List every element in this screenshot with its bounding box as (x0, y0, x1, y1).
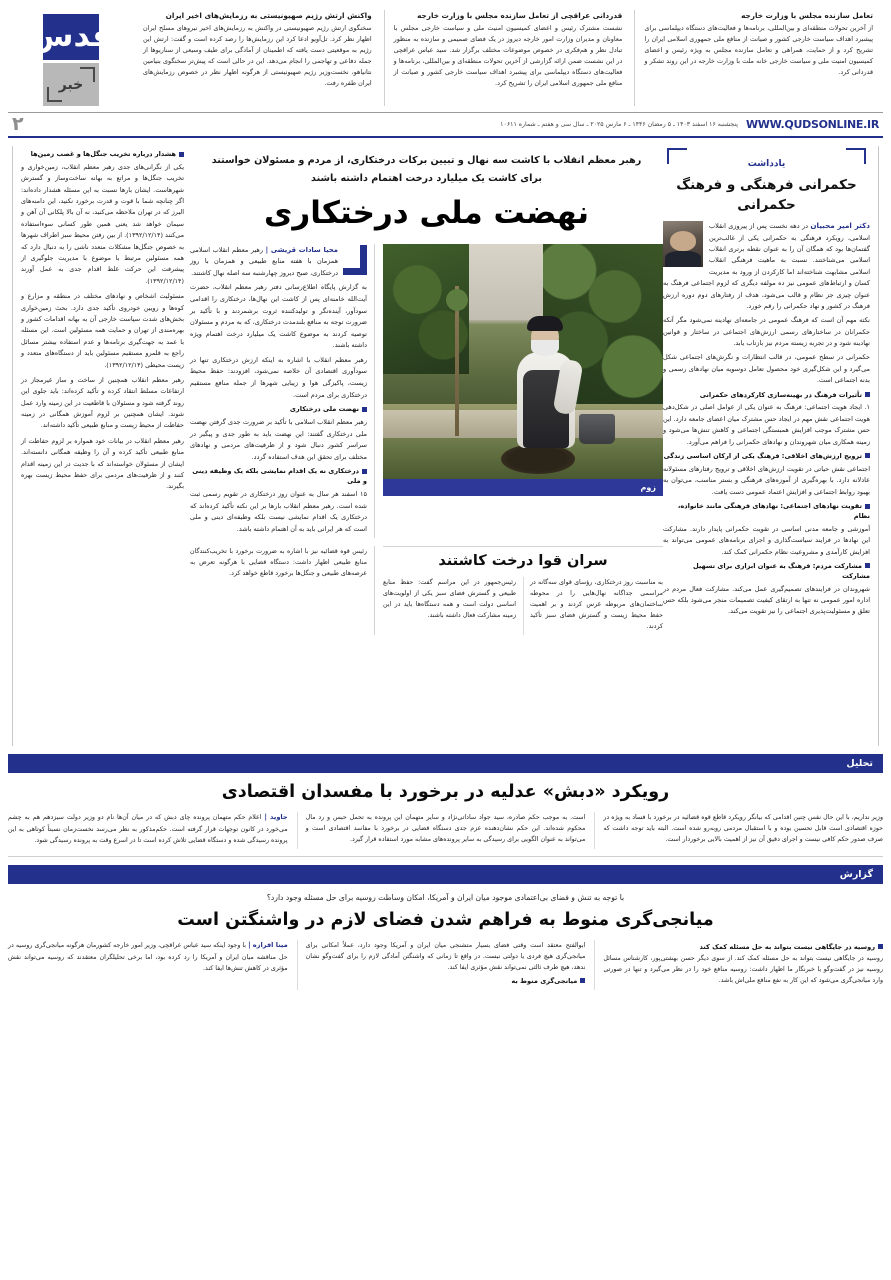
lead-kicker: رهبر معظم انقلاب با کاشت سه نهال و تبیین برکات درختکاری، از مردم و مسئولان خواستند برای کاشت یک میلیارد درخت اهتمام داشته باشند (211, 155, 642, 184)
second-story-paragraph: رئیس‌جمهور در این مراسم گفت: حفظ منابع طبیعی و گسترش فضای سبز یکی از اولویت‌های اساسی دولت است و همه دستگاه‌ها باید در این زمینه مشارکت فعال داشته باشند. (383, 578, 516, 619)
banner-columns (134, 10, 883, 106)
lead-subhead-text: نهضت ملی درختکاری (289, 405, 359, 414)
banner-item-title: واکنش ارتش رژیم صهیونیستی به رزمایش‌های اخیر ایران (165, 11, 372, 20)
analysis-paragraph: اعلام حکم متهمان پرونده چای دبش که در میان آن‌ها نام دو وزیر دولت سیزدهم هم به چشم می‌خورد در کانون توجهات قرار گرفته است. حکم‌مذکور به نظر می‌رسد نخست‌زمان نسبتاً کوتاهی به این پرونده رسیدگی شده و دستگاه قضایی تلاش کرده است تا در اسرع وقت به پرونده رسیدگی شود. (7, 813, 288, 844)
note-paragraph: در دهه نخست پس از پیروزی انقلاب اسلامی، رویکرد فرهنگی به حکمرانی یکی از غالب‌ترین گفتمان‌ها بود که همگان آن را به عنوان نقطه برتری انقلاب اسلامی می‌شناختند. نسبت به ماهیت فرهنگی انقلاب اسلامی مشابهت شناخته‌اند اما کارکردن از ورود به مدیریت کسان و ارتباط‌های عمومی نیز ده مولفه دیگری که لزوم اجتماعی فرهنگ به عنوان چیزی جز نظام و قالب می‌شود، هدف از رفتارهای دوم دوره ارزش فرهنگ در کشور و نهاد حکمرانی را رقم خورد. (663, 222, 870, 310)
lead-body (190, 244, 367, 535)
section-divider (8, 856, 883, 857)
report-column (297, 940, 586, 990)
issue-date-line: پنجشنبه ۱۶ اسفند ۱۴۰۳ ـ ۵ رمضان ۱۴۴۶ ـ ۶ مارس ۲۰۲۵ ـ سال سی و هفتم ـ شماره ۱۰۶۱۱ (500, 121, 738, 128)
photo-planting-hole (501, 444, 575, 474)
second-story-side-column (190, 546, 375, 635)
photo-sapling (455, 286, 459, 436)
analysis-paragraph: است. به موجب حکم صادره، سید جواد ساداتی‌نژاد و سایر متهمان این پرونده به تحمل حبس و رد مال محکوم شده‌اند. این حکم نشان‌دهنده عزم جدی دستگاه قضایی در برخورد با مفاسد اقتصادی است و می‌تواند به عنوان الگویی برای رسیدگی به سایر پرونده‌های مشابه مورد استفاده قرار گیرد. (305, 813, 586, 844)
top-banner (0, 0, 891, 112)
report-byline: مینا افرازه | (248, 940, 288, 949)
analysis-columns (8, 812, 883, 849)
far-left-column (12, 146, 184, 746)
analysis-section-bar (8, 754, 883, 773)
analysis-title[interactable]: رویکرد «دبش» عدلیه در برخورد با مفسدان اقتصادی (221, 782, 670, 802)
drop-cap-icon (343, 245, 367, 275)
author-photo (663, 221, 703, 267)
note-subhead (663, 502, 870, 522)
banner-item[interactable] (384, 10, 625, 106)
report-paragraph: با وجود اینکه سید عباس عراقچی، وزیر امور خارجه کشورمان هرگونه میانجی‌گری روسیه در حل مناقشه میان ایران و آمریکا را رد کرده بود، اما برخی تحلیلگران معتقدند که روسیه می‌تواند نقش مؤثری در کاهش تنش‌ها ایفا کند. (7, 941, 288, 972)
note-section-header (663, 146, 870, 172)
lead-subhead-text: درختکاری نه یک اقدام نمایشی بلکه یک وظیفه دینی و ملی (192, 467, 367, 486)
lead-paragraph: رهبر معظم انقلاب اسلامی همزمان با هفته منابع طبیعی و همزمان با روز درختکاری، صبح دیروز چهارشنبه سه اصله نهال کاشتند. (190, 245, 338, 277)
report-paragraph: ابوالفتح معتقد است وقتی فضای بسیار متشنجی میان ایران و آمریکا وجود دارد، عملاً امکانی برای میانجی‌گری هیچ فردی یا دولتی نیست. در واقع تا زمانی که واشنگتن آمادگی لازم را برای گفت‌وگو نشان ندهد، هیچ طرف ثالثی نمی‌تواند نقش مؤثری ایفا کند. (305, 941, 586, 972)
note-subhead (663, 391, 870, 401)
banner-item[interactable] (634, 10, 875, 106)
lead-story (184, 146, 663, 746)
banner-item-body: نشست مشترک رئیس و اعضای کمیسیون امنیت ملی و سیاست خارجی مجلس با معاونان و مدیران وزارت امور خارجه دیروز در یک فضای صمیمی و سازنده به منظور تبادل نظر و هم‌فکری در خصوص موضوعات مختلف برگزار شد. سید عباس عراقچی در این نشست ضمن ارائه گزارشی از آخرین تحولات منطقه‌ای و بین‌المللی، برنامه‌ها و فعالیت‌های دستگاه دیپلماسی برای پیشبرد اهداف سیاست خارجی کشور و صیانت از منافع ملی جمهوری اسلامی ایران را تشریح کرد. (393, 24, 623, 88)
report-section-label: گزارش (839, 868, 873, 880)
lead-photo-column (383, 244, 663, 538)
report-title[interactable]: میانجی‌گری منوط به فراهم شدن فضای لازم در واشنگتن است (177, 910, 714, 931)
logo-wordmark: قدس (29, 19, 113, 55)
note-subhead-text: تأثیرات فرهنگ در بهینه‌سازی کارکردهای حکمرانی (699, 390, 862, 399)
report-kicker: با توجه به تنش و فضای بی‌اعتمادی موجود میان ایران و آمریکا، امکان وساطت روسیه برای حل مسئله وجود دارد؟ (266, 892, 625, 902)
photo-bucket (579, 414, 615, 444)
note-subhead (663, 452, 870, 462)
page-number: ۲ (12, 113, 24, 135)
masthead[interactable] (8, 10, 134, 106)
photo-caption-bar (383, 479, 663, 496)
banner-item-body: سخنگوی ارتش رژیم صهیونیستی در واکنش به رزمایش‌های اخیر نیروهای مسلح ایران اظهار نظر کرد. تل‌آویو ادعا کرد این رزمایش‌ها را رصد کرده است و گفت: ارتش این رژیم به موقعیتی دست یافته که اطمینان از آمادگی برای طیف وسیعی از سناریوها از جمله دفاعی و تهاجمی را انجام می‌دهد. این در حالی است که پیش‌تر سخنگوی بنیامین نتانیاهو، نخست‌وزیر رژیم صهیونیستی از هرگونه اظهار نظر در خصوص رزمایش‌های ایران طفره رفت. (142, 24, 372, 88)
banner-item-body: از آخرین تحولات منطقه‌ای و بین‌المللی، برنامه‌ها و فعالیت‌های دستگاه دیپلماسی برای پیشبرد اهداف سیاست خارجی کشور و صیانت از منافع ملی جمهوری اسلامی ایران را تشریح کرد و از حمایت، همراهی و تعامل سازنده مجلس به ویژه رئیس و اعضای کمیسیون امنیت ملی و سیاست خارجی خانه ملت با وزارت خارجه در این روند تشکر و قدردانی کرد. (644, 24, 873, 77)
report-paragraph: روسیه در جایگاهی نیست بتواند به حل مسئله کمک کند. از سوی دیگر حسن بهشتی‌پور، کارشناس مسائل روسیه نیز در گفت‌وگو با خبرنگار ما اظهار داشت: روسیه منافع خود را در نظر می‌گیرد و تنها در صورتی وارد میانجی‌گری می‌شود که این کار به نفع منافع ملی‌اش باشد. (603, 954, 883, 985)
analysis-section-body (0, 773, 891, 849)
report-pullhead-text: میانجی‌گری منوط به (511, 976, 578, 985)
lead-photo[interactable] (383, 244, 663, 496)
lead-paragraph: به گزارش پایگاه اطلاع‌رسانی دفتر رهبر معظم انقلاب، حضرت آیت‌الله خامنه‌ای پس از کاشت این نهال‌ها، درختکاری را اقدامی سودآور، آینده‌نگر و تولیدکننده ثروت برشمردند و با تأکید بر ضرورت توجه به منافع بلندمدت درختکاری، که به مردم و مسئولان توصیه کردند به موضوع کاشت یک میلیارد درخت اهتمام ویژه داشته باشند. (190, 283, 367, 350)
banner-item-title: قدردانی عراقچی از تعامل سازنده مجلس با وزارت خارجه (417, 11, 623, 20)
note-subhead-body: اجتماعی نقش حیاتی در تقویت ارزش‌های اخلاقی و ترویج رفتارهای مسئولانه عادلانه دارد. با بهره‌گیری از آموزه‌های فرهنگی و بستر مناسب، می‌توان به بهبود روابط اجتماعی و افزایش اعتماد عمومی دست یافت. (663, 464, 870, 496)
far-left-subhead (21, 150, 184, 160)
report-section-bar (8, 865, 883, 884)
lead-paragraph: رهبر معظم انقلاب با اشاره به اینکه ارزش درختکاری تنها در سودآوری اقتصادی آن خلاصه نمی‌شود، افزودند: حفظ محیط زیست، پاکیزگی هوا و زیبایی شهرها از جمله منافع مستقیم درختکاری برای مردم است. (190, 355, 367, 399)
analysis-column (297, 812, 586, 849)
analysis-paragraph: وزیر نداریم، با این حال نفس چنین اقدامی که بیانگر رویکرد قاطع قوه قضائیه در برخورد با فساد به ویژه در حوزه اقتصادی است قابل تحسین بوده و با استقبال مردمی روبه‌رو شده است. البته باید توجه داشت که صرف صدور حکم کافی نیست و اجرای دقیق آن نیز از اهمیت بالایی برخوردار است. (603, 813, 883, 844)
note-sidebar (663, 146, 879, 746)
note-subhead-body: آموزشی و جامعه مدنی اساسی در تقویت حکمرانی پایدار دارند. مشارکت این نهادها در فرایند سیاست‌گذاری و اجرای برنامه‌های عمومی می‌تواند به افزایش کارآمدی و مشروعیت نظام حکمرانی کمک کند. (663, 524, 870, 556)
khabar-label: خبر (58, 76, 84, 93)
second-story-title[interactable]: سران قوا درخت کاشتند (383, 546, 663, 576)
report-pullhead-text: روسیه در جایگاهی نیست بتواند به حل مسئله کمک کند (699, 942, 875, 951)
square-bullet-icon (878, 944, 883, 949)
note-subhead (663, 562, 870, 582)
site-url[interactable]: WWW.QUDSONLINE.IR (745, 118, 879, 131)
second-story-columns (383, 577, 663, 635)
analysis-byline: جاوید | (264, 812, 288, 821)
square-bullet-icon (362, 407, 367, 412)
banner-item[interactable] (134, 10, 374, 106)
note-section-label: یادداشت (747, 159, 786, 169)
photo-caption-tag: زوم (640, 482, 656, 492)
square-bullet-icon (580, 978, 585, 983)
photo-person-planting (511, 316, 581, 448)
khabar-section-badge (43, 63, 99, 106)
lead-subhead-body: ۱۵ اسفند هر سال به عنوان روز درختکاری در تقویم رسمی ثبت شده است. رهبر معظم انقلاب بارها بر این نکته تأکید کرده‌اند که درختکاری یک اقدام نمایشی نیست بلکه وظیفه‌ای دینی و ملی است که هر ایرانی باید به آن اهتمام داشته باشد. (190, 490, 367, 533)
far-left-subhead-text: هشدار درباره تخریب جنگل‌ها و غصب زمین‌ها (30, 150, 176, 158)
lead-split (190, 244, 663, 538)
figure-turban (527, 316, 563, 331)
square-bullet-icon (865, 453, 870, 458)
url-strip (8, 112, 883, 138)
note-title[interactable]: حکمرانی فرهنگی و فرهنگ حکمرانی (676, 177, 857, 213)
note-subhead-text: تقویت نهادهای اجتماعی: نهادهای فرهنگی مانند خانواده، نظام (677, 502, 870, 520)
square-bullet-icon (865, 504, 870, 509)
lead-subhead (190, 405, 367, 415)
square-bullet-icon (362, 469, 367, 474)
report-columns (8, 940, 883, 990)
far-left-paragraph: مسئولیت اشخاص و نهادهای مختلف در منطقه و مزارع و کوه‌ها و رویین خودروی تأکید جدی دارد. بحث زمین‌خواری بخش‌های شدت سیاست خارجی آن به بهانه اقدامات کشور و بهره‌مندی از تهران و حمایت همه مسئولین است. این مسئله با عمد به جهت‌گیری برنامه‌ها و عدم استفاده بیشتر مسائل راجع به قلمرو مستقیم مسئولین باید از دستگاه‌های متعدد و زیست محیطی (۱۳۹۲/۱۲/۱۴). (21, 292, 184, 369)
analysis-column (594, 812, 883, 849)
second-story-main (383, 546, 663, 635)
lead-headline[interactable]: نهضت ملی درختکاری (264, 195, 589, 232)
square-bullet-icon (179, 152, 184, 157)
figure-beard (531, 340, 559, 356)
lead-reporter-name: محیا سادات قریشی | (265, 245, 338, 254)
main-content-grid (0, 138, 891, 746)
square-bullet-icon (865, 392, 870, 397)
lead-text-column (190, 244, 375, 538)
note-subhead-body: شهروندان در فرایندهای تصمیم‌گیری عمل می‌کند. مشارکت فعال مردم در اداره امور عمومی نه تنها به ارتقای کیفیت تصمیمات منجر می‌شود بلکه حس تعلق و مسئولیت‌پذیری اجتماعی را نیز تقویت می‌کند. (663, 584, 870, 616)
second-story-column (523, 577, 663, 635)
analysis-section-label: تحلیل (846, 758, 873, 769)
square-bullet-icon (865, 563, 870, 568)
far-left-paragraph: رهبر معظم انقلاب در بیانات خود همواره بر لزوم حفاظت از منابع طبیعی تأکید کرده و آن را وظیفه همگانی دانسته‌اند. ایشان از مسئولان خواسته‌اند که با جدیت در این زمینه اقدام کنند و از ظرفیت‌های مردمی برای حفظ محیط زیست بهره بگیرند. (21, 436, 184, 491)
report-section-body (0, 884, 891, 990)
qods-logo[interactable] (29, 14, 113, 60)
report-pullhead (306, 977, 586, 985)
note-subhead-body: ۱. ایجاد هویت اجتماعی: فرهنگ به عنوان یکی از عوامل اصلی در شکل‌دهی هویت اجتماعی نقش مهم در ایجاد حس مشترک میان اعضای جامعه دارد. این حس مشترک موجب افزایش همبستگی اجتماعی و کاهش تنش‌ها می‌شود و زمینه همکاری میان شهروندان و نهادهای حکمرانی را فراهم می‌آورد. (663, 403, 870, 446)
far-left-paragraph: رهبر معظم انقلاب همچنین از ساخت و ساز غیرمجاز در ارتفاعات مسلط انتقاد کرده و تأکید کرده‌اند: باید جلوی این روند گرفته شود و مسئولان با قاطعیت در این زمینه وارد عمل شوند. ایشان همچنین بر لزوم آموزش همگانی در زمینه حفاظت از محیط زیست و منابع طبیعی تأکید داشته‌اند. (21, 375, 184, 430)
second-story-paragraph: رئیس قوه قضائیه نیز با اشاره به ضرورت برخورد با تخریب‌کنندگان منابع طبیعی اظهار داشت: دستگاه قضایی با هرگونه تعرض به عرصه‌های طبیعی و جنگل‌ها برخورد قاطع خواهد کرد. (190, 548, 367, 578)
analysis-column (8, 812, 288, 849)
second-story-column (383, 577, 516, 635)
report-column (594, 940, 883, 990)
second-story-paragraph: به مناسبت روز درختکاری، رؤسای قوای سه‌گانه در مراسمی جداگانه نهال‌هایی را در محوطه ساختمان‌های مربوطه غرس کردند و بر اهمیت حفظ محیط زیست و گسترش فضای سبز تأکید کردند. (530, 578, 663, 630)
note-subhead-text: مشارکت مردم: فرهنگ به عنوان ابزاری برای تسهیل مشارکت (692, 561, 870, 580)
lead-subhead-body: رهبر معظم انقلاب اسلامی با تأکید بر ضرورت جدی گرفتن نهضت ملی درختکاری گفتند: این نهضت باید به طور جدی و پیگیر در سراسر کشور دنبال شود و از ظرفیت‌های مردمی و نهادهای مختلف برای تحقق این هدف استفاده گردد. (190, 417, 367, 461)
second-story (190, 546, 663, 635)
far-left-paragraph: یکی از نگرانی‌های جدی رهبر معظم انقلاب، زمین‌خواری و تخریب جنگل‌ها و مراتع به بهانه ساخت‌وساز و گسترش شهرهاست. ایشان بارها نسبت به این مسئله هشدار داده‌اند: اگر چنانچه شما با قوت و قدرت برخورد نکنید، این دامنه‌های البرز که در تهران ملاحظه می‌کنید، نه آن بالا پلکانی آن آهن و سیمان خواهد شد یعنی همین طور کسانی سوء‌استفاده می‌کنند (۱۳۹۲/۱۲/۱۴). از بین رفتن محیط سبز اطراف شهرها به خصوص جنگل‌ها مشکلات متعدد ناشی را به دنبال دارد که همه مسئولین مرتبط با موضوع با مدیریت جلوگیری از پیشرفت این حرکت غلط اقدام جدی به عمل آورند (۱۳۹۲/۱۲/۱۴). (21, 162, 185, 285)
banner-item-title: تعامل سازنده مجلس با وزارت خارجه (741, 11, 873, 20)
note-body (663, 220, 870, 618)
report-column (8, 940, 288, 990)
lead-subhead (190, 467, 367, 487)
note-subhead-text: ترویج ارزش‌های اخلاقی: فرهنگ یکی از ارکان اساسی زندگی (663, 451, 862, 460)
note-paragraph: حکمرانی در سطح عمومی، در قالب انتظارات و نگرش‌های اجتماعی شکل می‌گیرد و این شکل‌گیری خود محصول تعامل دوسویه میان نهادهای رسمی و بدنه اجتماعی است. (663, 353, 870, 385)
report-pullhead (603, 943, 883, 951)
author-name: دکتر امیر محبیان (810, 221, 870, 231)
note-paragraph: نکته مهم آن است که فرهنگ عمومی در جامعه‌ای نهادینه نمی‌شود مگر آنکه حکمرانان در ساختارهای رسمی ارزش‌های اجتماعی در ساختار و قوانین نهادینه شود و در تجربه زیسته مردم نیز بازتاب یابد. (663, 316, 870, 348)
